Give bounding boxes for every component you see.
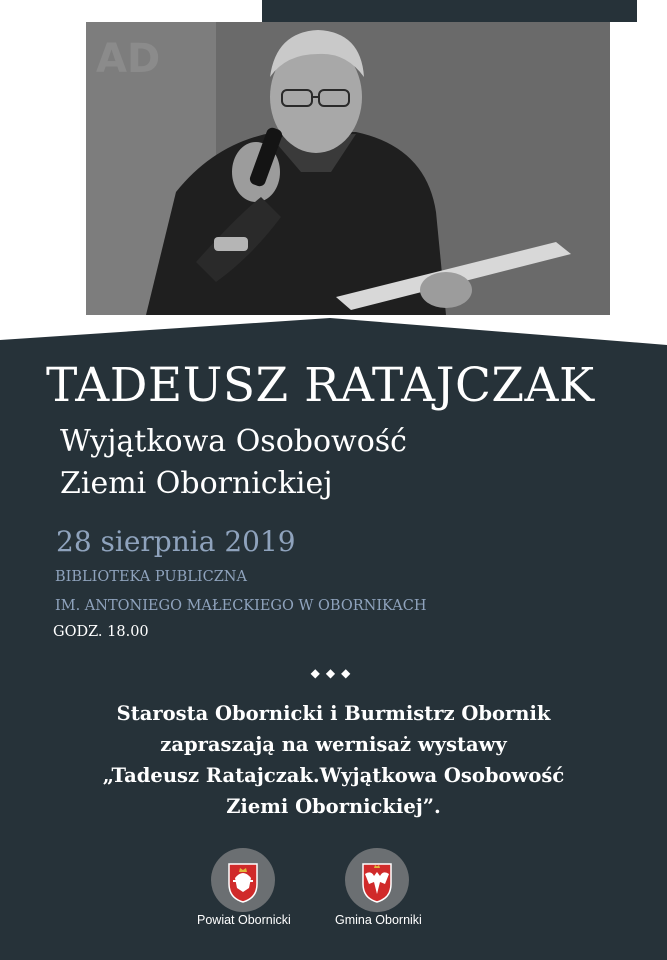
poster-title: TADEUSZ RATAJCZAK — [46, 358, 595, 413]
invitation-line-1: Starosta Obornicki i Burmistrz Obornik — [116, 702, 551, 725]
event-time: GODZ. 18.00 — [53, 624, 149, 640]
decorative-dark-block — [262, 0, 637, 22]
event-date: 28 sierpnia 2019 — [56, 525, 296, 558]
gmina-logo-label: Gmina Oborniki — [335, 913, 422, 927]
gmina-logo — [345, 848, 409, 912]
invitation-line-3: „Tadeusz Ratajczak.Wyjątkowa Osobowość — [102, 764, 565, 787]
man-with-microphone-illustration — [86, 22, 610, 315]
invitation-line-4: Ziemi Obornickiej”. — [226, 795, 441, 818]
separator-dots: ◆◆◆ — [310, 666, 357, 680]
subtitle-line-1: Wyjątkowa Osobowość — [60, 424, 407, 459]
gmina-coat-of-arms-icon — [345, 848, 409, 912]
speaker-photo — [86, 22, 610, 315]
powiat-coat-of-arms-icon — [211, 848, 275, 912]
venue-line-2: IM. ANTONIEGO MAŁECKIEGO W OBORNIKACH — [55, 598, 427, 614]
subtitle-line-2: Ziemi Obornickiej — [60, 466, 333, 501]
venue-line-1: BIBLIOTEKA PUBLICZNA — [55, 569, 247, 585]
powiat-logo — [211, 848, 275, 912]
top-white-area — [0, 0, 667, 360]
invitation-line-2: zapraszają na wernisaż wystawy — [160, 733, 507, 756]
svg-text:AD: AD — [96, 36, 161, 82]
powiat-logo-label: Powiat Obornicki — [197, 913, 291, 927]
